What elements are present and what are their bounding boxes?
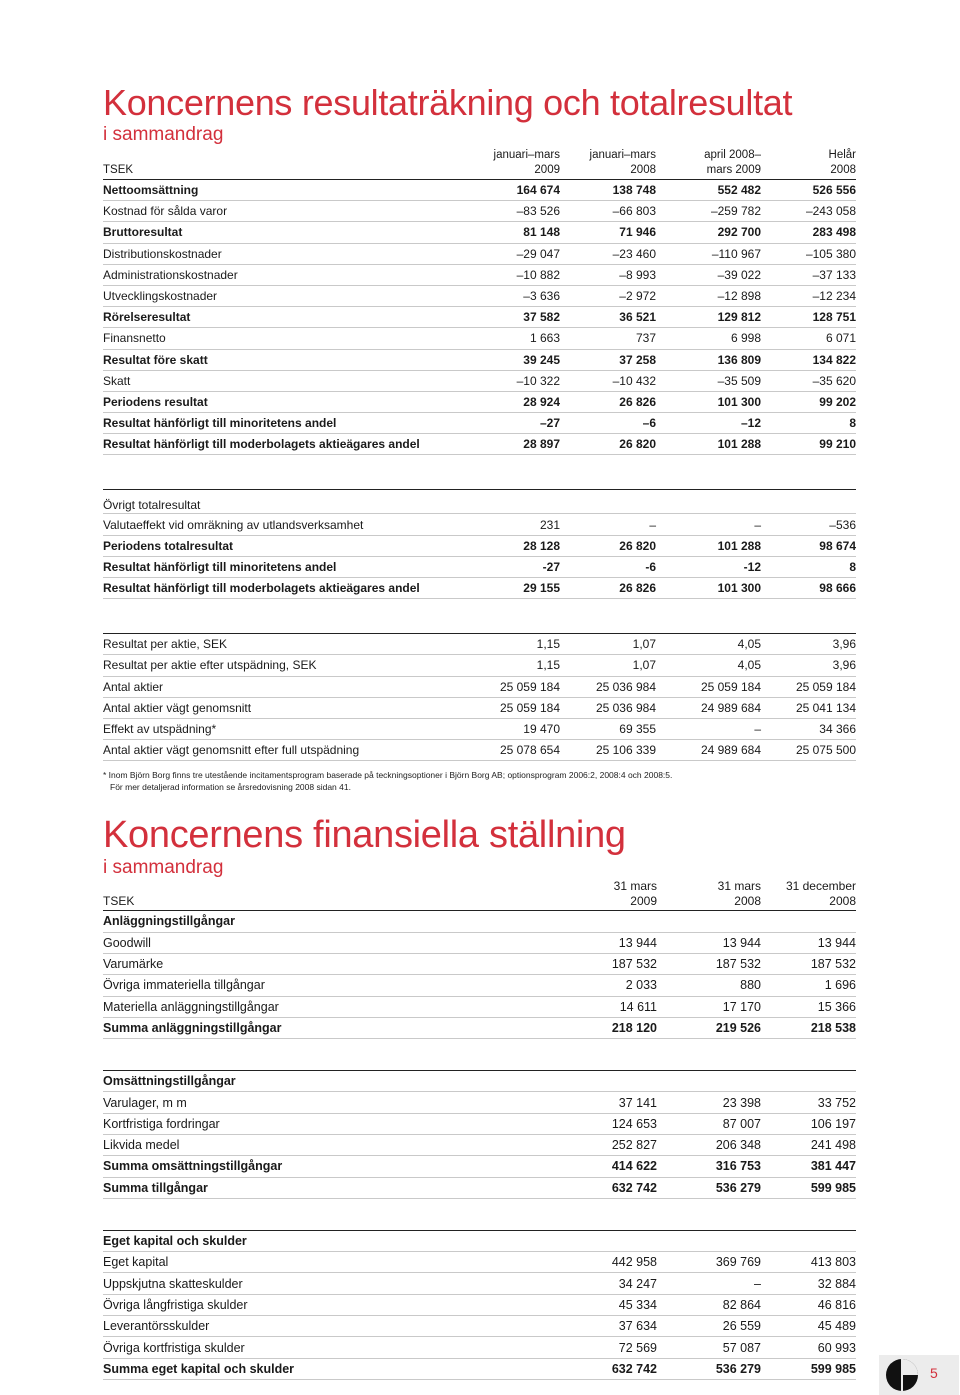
row-value: 3,96: [761, 655, 856, 676]
other-comprehensive-row: [103, 556, 856, 577]
row-label: Antal aktier vägt genomsnitt efter full utspädning: [103, 740, 460, 761]
balance-unit-label: TSEK: [103, 879, 553, 911]
row-value: 81 148: [460, 222, 560, 243]
row-value: 25 059 184: [460, 697, 560, 718]
row-value: 316 753: [657, 1156, 761, 1177]
row-value: 26 826: [560, 578, 656, 599]
income-row: [103, 370, 856, 391]
row-label: Övriga långfristiga skulder: [103, 1294, 553, 1315]
row-value: 25 059 184: [761, 676, 856, 697]
row-value: –10 432: [560, 370, 656, 391]
income-row: [103, 285, 856, 306]
row-label: Kostnad för sålda varor: [103, 201, 460, 222]
row-value: 442 958: [553, 1252, 657, 1273]
row-label: Materiella anläggningstillgångar: [103, 996, 553, 1017]
balance-col-header: 31 mars 2008: [657, 879, 761, 911]
row-value: 1,07: [560, 655, 656, 676]
balance-col-header: 31 december 2008: [761, 879, 856, 911]
row-value: 526 556: [761, 180, 856, 201]
row-value: 46 816: [761, 1294, 856, 1315]
income-statement-title: Koncernens resultaträkning och totalresultat: [103, 82, 793, 123]
row-value: 8: [761, 556, 856, 577]
fixed-assets-heading: [103, 911, 856, 932]
row-value: 17 170: [657, 996, 761, 1017]
row-value: –10 322: [460, 370, 560, 391]
row-value: –: [657, 1273, 761, 1294]
row-value: 2 033: [553, 975, 657, 996]
section-heading: Anläggningstillgångar: [103, 911, 856, 932]
row-value: 14 611: [553, 996, 657, 1017]
row-value: 25 078 654: [460, 740, 560, 761]
report-page: [103, 82, 856, 1380]
row-value: -12: [656, 556, 761, 577]
row-value: 536 279: [657, 1358, 761, 1379]
row-label: Varumärke: [103, 953, 553, 974]
row-value: –: [656, 514, 761, 535]
row-label: Likvida medel: [103, 1134, 553, 1155]
row-value: -6: [560, 556, 656, 577]
row-value: –37 133: [761, 264, 856, 285]
row-value: 1,15: [460, 634, 560, 655]
share-data-row: [103, 697, 856, 718]
row-label: Resultat hänförligt till minoritetens andel: [103, 556, 460, 577]
row-value: –39 022: [656, 264, 761, 285]
row-value: –66 803: [560, 201, 656, 222]
row-value: –: [656, 718, 761, 739]
row-value: 26 820: [560, 535, 656, 556]
equity-liabilities-row: [103, 1358, 856, 1379]
row-value: –35 620: [761, 370, 856, 391]
row-label: Resultat hänförligt till moderbolagets aktieägares andel: [103, 578, 460, 599]
share-data-row: [103, 655, 856, 676]
row-value: 98 666: [761, 578, 856, 599]
row-value: 25 075 500: [761, 740, 856, 761]
row-value: 737: [560, 328, 656, 349]
row-label: Goodwill: [103, 932, 553, 953]
row-value: 25 059 184: [460, 676, 560, 697]
row-value: 128 751: [761, 307, 856, 328]
other-comprehensive-row: [103, 578, 856, 599]
row-value: –2 972: [560, 285, 656, 306]
row-value: 632 742: [553, 1358, 657, 1379]
other-comprehensive-row: [103, 535, 856, 556]
income-col-header: januari–mars 2008: [560, 148, 656, 180]
income-row: [103, 307, 856, 328]
equity-liabilities-row: [103, 1252, 856, 1273]
balance-col-header: 31 mars 2009: [553, 879, 657, 911]
row-value: 283 498: [761, 222, 856, 243]
income-row: [103, 328, 856, 349]
row-label: Kortfristiga fordringar: [103, 1113, 553, 1134]
footnote: [103, 769, 856, 793]
section-heading: Eget kapital och skulder: [103, 1230, 856, 1251]
section-heading: Övrigt totalresultat: [103, 490, 856, 514]
page-number: 5: [930, 1365, 938, 1381]
income-body: [103, 180, 856, 761]
row-value: –536: [761, 514, 856, 535]
row-value: –35 509: [656, 370, 761, 391]
row-value: –23 460: [560, 243, 656, 264]
row-value: 13 944: [761, 932, 856, 953]
row-value: 241 498: [761, 1134, 856, 1155]
current-assets-row: [103, 1113, 856, 1134]
income-unit-label: TSEK: [103, 148, 460, 180]
row-value: 13 944: [657, 932, 761, 953]
row-value: 45 334: [553, 1294, 657, 1315]
row-label: Resultat hänförligt till moderbolagets aktieägares andel: [103, 434, 460, 455]
row-value: 219 526: [657, 1017, 761, 1038]
income-row: [103, 391, 856, 412]
row-value: 26 559: [657, 1316, 761, 1337]
row-value: –12 898: [656, 285, 761, 306]
income-row: [103, 222, 856, 243]
row-value: 136 809: [656, 349, 761, 370]
section-divider: [103, 1198, 856, 1230]
row-value: 25 041 134: [761, 697, 856, 718]
row-value: –: [560, 514, 656, 535]
row-value: 15 366: [761, 996, 856, 1017]
equity-liabilities-row: [103, 1273, 856, 1294]
income-col-header: Helår 2008: [761, 148, 856, 180]
row-value: –27: [460, 413, 560, 434]
income-statement-table: [103, 148, 856, 761]
current-assets-row: [103, 1134, 856, 1155]
row-label: Resultat före skatt: [103, 349, 460, 370]
row-value: 37 141: [553, 1092, 657, 1113]
row-value: 28 924: [460, 391, 560, 412]
equity-liabilities-row: [103, 1294, 856, 1315]
row-label: Effekt av utspädning*: [103, 718, 460, 739]
row-value: 71 946: [560, 222, 656, 243]
row-value: –83 526: [460, 201, 560, 222]
row-value: 536 279: [657, 1177, 761, 1198]
row-value: 13 944: [553, 932, 657, 953]
row-label: Summa omsättningstillgångar: [103, 1156, 553, 1177]
row-value: 28 897: [460, 434, 560, 455]
row-value: 101 288: [656, 535, 761, 556]
row-value: 69 355: [560, 718, 656, 739]
section-divider: [103, 599, 856, 634]
balance-body: [103, 911, 856, 1380]
income-row: [103, 413, 856, 434]
row-value: 101 300: [656, 578, 761, 599]
row-label: Summa eget kapital och skulder: [103, 1358, 553, 1379]
row-value: 4,05: [656, 655, 761, 676]
row-value: 599 985: [761, 1358, 856, 1379]
row-label: Varulager, m m: [103, 1092, 553, 1113]
row-value: –29 047: [460, 243, 560, 264]
row-value: 36 521: [560, 307, 656, 328]
row-value: 37 258: [560, 349, 656, 370]
row-value: 1 696: [761, 975, 856, 996]
row-value: -27: [460, 556, 560, 577]
row-value: 37 634: [553, 1316, 657, 1337]
row-value: –10 882: [460, 264, 560, 285]
row-label: Resultat hänförligt till minoritetens andel: [103, 413, 460, 434]
row-value: 28 128: [460, 535, 560, 556]
row-value: 23 398: [657, 1092, 761, 1113]
row-value: 231: [460, 514, 560, 535]
row-value: 164 674: [460, 180, 560, 201]
row-value: 37 582: [460, 307, 560, 328]
row-value: –110 967: [656, 243, 761, 264]
row-value: 101 288: [656, 434, 761, 455]
row-value: –243 058: [761, 201, 856, 222]
income-row: [103, 180, 856, 201]
row-value: –3 636: [460, 285, 560, 306]
row-label: Valutaeffekt vid omräkning av utlandsverksamhet: [103, 514, 460, 535]
row-value: 99 202: [761, 391, 856, 412]
income-row: [103, 264, 856, 285]
fixed-assets-row: [103, 1017, 856, 1038]
current-assets-heading: [103, 1071, 856, 1092]
row-value: 187 532: [553, 953, 657, 974]
equity-liabilities-heading: [103, 1230, 856, 1251]
row-value: 34 247: [553, 1273, 657, 1294]
row-value: 252 827: [553, 1134, 657, 1155]
row-value: 57 087: [657, 1337, 761, 1358]
row-value: 124 653: [553, 1113, 657, 1134]
row-value: 880: [657, 975, 761, 996]
row-value: 1 663: [460, 328, 560, 349]
row-label: Uppskjutna skatteskulder: [103, 1273, 553, 1294]
row-label: Leverantörsskulder: [103, 1316, 553, 1337]
row-value: 72 569: [553, 1337, 657, 1358]
fixed-assets-row: [103, 975, 856, 996]
row-value: 82 864: [657, 1294, 761, 1315]
current-assets-row: [103, 1092, 856, 1113]
row-label: Övriga immateriella tillgångar: [103, 975, 553, 996]
brand-logo-icon: [884, 1357, 920, 1393]
row-label: Distributionskostnader: [103, 243, 460, 264]
balance-header-row: [103, 879, 856, 911]
row-value: 292 700: [656, 222, 761, 243]
row-value: 29 155: [460, 578, 560, 599]
row-value: 106 197: [761, 1113, 856, 1134]
income-header-row: [103, 148, 856, 180]
row-label: Administrationskostnader: [103, 264, 460, 285]
footnote-line-1: * Inom Björn Borg finns tre utestående incitamentsprogram baserade på teckningsoptioner i Björn Borg AB; optionsprogram 2006:2, 2008:4 och 2008:5.: [103, 770, 673, 781]
fixed-assets-row: [103, 932, 856, 953]
row-value: 134 822: [761, 349, 856, 370]
row-value: 24 989 684: [656, 740, 761, 761]
income-col-header: januari–mars 2009: [460, 148, 560, 180]
current-assets-row: [103, 1177, 856, 1198]
income-statement-subtitle: i sammandrag: [103, 124, 224, 145]
row-value: 413 803: [761, 1252, 856, 1273]
row-value: –12 234: [761, 285, 856, 306]
row-label: Antal aktier vägt genomsnitt: [103, 697, 460, 718]
row-value: 381 447: [761, 1156, 856, 1177]
row-value: 25 059 184: [656, 676, 761, 697]
balance-sheet-title: Koncernens finansiella ställning: [103, 814, 626, 857]
row-value: 25 106 339: [560, 740, 656, 761]
row-value: –259 782: [656, 201, 761, 222]
row-value: 39 245: [460, 349, 560, 370]
row-label: Finansnetto: [103, 328, 460, 349]
row-label: Utvecklingskostnader: [103, 285, 460, 306]
row-label: Periodens resultat: [103, 391, 460, 412]
footnote-line-2: För mer detaljerad information se årsredovisning 2008 sidan 41.: [110, 782, 351, 793]
row-label: Eget kapital: [103, 1252, 553, 1273]
row-value: 8: [761, 413, 856, 434]
section-heading: Omsättningstillgångar: [103, 1071, 856, 1092]
row-value: 632 742: [553, 1177, 657, 1198]
row-value: 599 985: [761, 1177, 856, 1198]
row-value: 1,15: [460, 655, 560, 676]
section-divider: [103, 1039, 856, 1071]
row-label: Summa anläggningstillgångar: [103, 1017, 553, 1038]
row-value: 138 748: [560, 180, 656, 201]
share-data-row: [103, 676, 856, 697]
row-value: 24 989 684: [656, 697, 761, 718]
row-value: 32 884: [761, 1273, 856, 1294]
row-label: Nettoomsättning: [103, 180, 460, 201]
balance-sheet-subtitle: i sammandrag: [103, 857, 224, 879]
row-value: 25 036 984: [560, 697, 656, 718]
row-value: –8 993: [560, 264, 656, 285]
row-label: Resultat per aktie efter utspädning, SEK: [103, 655, 460, 676]
row-label: Periodens totalresultat: [103, 535, 460, 556]
income-row: [103, 201, 856, 222]
row-value: –6: [560, 413, 656, 434]
fixed-assets-row: [103, 996, 856, 1017]
row-value: 45 489: [761, 1316, 856, 1337]
current-assets-row: [103, 1156, 856, 1177]
row-value: 218 538: [761, 1017, 856, 1038]
row-value: –12: [656, 413, 761, 434]
row-value: 552 482: [656, 180, 761, 201]
row-value: 218 120: [553, 1017, 657, 1038]
section-divider: [103, 455, 856, 490]
row-value: 129 812: [656, 307, 761, 328]
row-label: Skatt: [103, 370, 460, 391]
income-row: [103, 349, 856, 370]
row-value: –105 380: [761, 243, 856, 264]
row-value: 6 071: [761, 328, 856, 349]
row-label: Bruttoresultat: [103, 222, 460, 243]
share-data-row: [103, 740, 856, 761]
row-value: 187 532: [657, 953, 761, 974]
row-value: 6 998: [656, 328, 761, 349]
row-value: 206 348: [657, 1134, 761, 1155]
income-col-header: april 2008– mars 2009: [656, 148, 761, 180]
row-value: 98 674: [761, 535, 856, 556]
row-value: 187 532: [761, 953, 856, 974]
row-value: 26 826: [560, 391, 656, 412]
equity-liabilities-row: [103, 1316, 856, 1337]
row-value: 369 769: [657, 1252, 761, 1273]
share-data-row: [103, 718, 856, 739]
row-value: 25 036 984: [560, 676, 656, 697]
row-value: 33 752: [761, 1092, 856, 1113]
row-value: 4,05: [656, 634, 761, 655]
row-label: Resultat per aktie, SEK: [103, 634, 460, 655]
row-label: Summa tillgångar: [103, 1177, 553, 1198]
row-value: 414 622: [553, 1156, 657, 1177]
row-label: Övriga kortfristiga skulder: [103, 1337, 553, 1358]
income-row: [103, 434, 856, 455]
income-row: [103, 243, 856, 264]
equity-liabilities-row: [103, 1337, 856, 1358]
row-value: 1,07: [560, 634, 656, 655]
row-value: 34 366: [761, 718, 856, 739]
row-value: 26 820: [560, 434, 656, 455]
fixed-assets-row: [103, 953, 856, 974]
row-value: 19 470: [460, 718, 560, 739]
share-data-row: [103, 634, 856, 655]
other-comprehensive-row: [103, 514, 856, 535]
row-value: 60 993: [761, 1337, 856, 1358]
row-value: 3,96: [761, 634, 856, 655]
row-label: Rörelseresultat: [103, 307, 460, 328]
row-value: 87 007: [657, 1113, 761, 1134]
row-value: 99 210: [761, 434, 856, 455]
other-comprehensive-heading: [103, 490, 856, 514]
row-value: 101 300: [656, 391, 761, 412]
row-label: Antal aktier: [103, 676, 460, 697]
balance-sheet-table: [103, 879, 856, 1380]
